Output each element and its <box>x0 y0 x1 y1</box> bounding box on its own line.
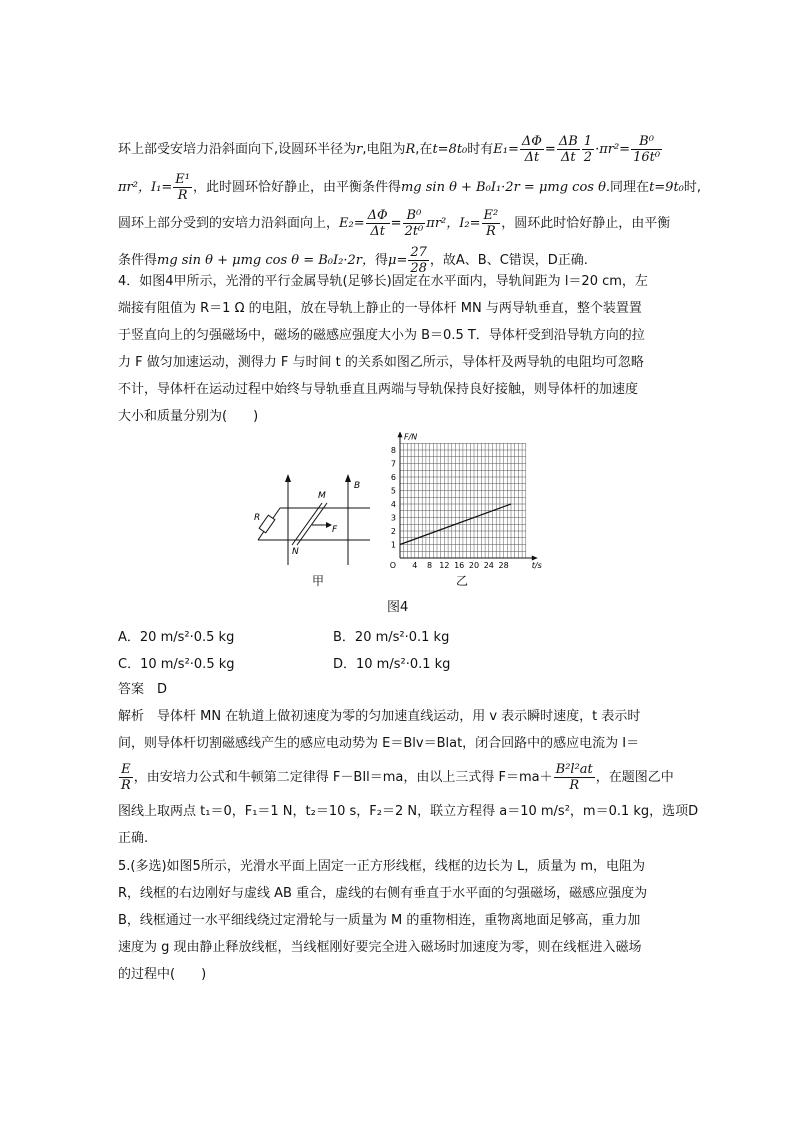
option-b[interactable]: B．20 m/s²·0.1 kg <box>333 630 450 645</box>
y-tick-label: 8 <box>390 446 396 455</box>
q3-l4-c: ，故A、B、C错误，D正确. <box>429 253 588 268</box>
frac-den: R <box>485 224 496 239</box>
q3-l1-R: R <box>405 142 416 157</box>
rod-mn-b <box>297 503 327 545</box>
q3-l3-E2: E₂= <box>339 216 365 231</box>
frac-den: 28 <box>410 261 427 276</box>
q4-line-2: 端接有阻值为 R＝1 Ω 的电阻，放在导轨上静止的一导体杆 MN 与两导轨垂直，整个装置置 <box>118 301 642 316</box>
q3-l2-b: ，此时圆环恰好静止，由平衡条件得 <box>192 180 401 195</box>
label-F: F <box>332 525 338 535</box>
q4-line-5: 不计，导体杆在运动过程中始终与导轨垂直且两端与导轨保持良好接触，则导体杆的加速度 <box>118 382 639 397</box>
option-c[interactable]: C．10 m/s²·0.5 kg <box>118 657 235 672</box>
x-tick-label: 16 <box>454 561 465 570</box>
y-tick-label: 2 <box>390 527 396 536</box>
q3-l2-c: 同理在 <box>610 180 650 195</box>
q4-answer: 答案 D <box>118 682 168 697</box>
option-a[interactable]: A．20 m/s²·0.5 kg <box>118 630 235 645</box>
y-tick-label: 3 <box>390 513 396 523</box>
q3-l1-at: ,在 <box>415 142 433 157</box>
frac-den: 2 <box>583 150 593 165</box>
q4-line-1: 4．如图4甲所示，光滑的平行金属导轨(足够长)固定在水平面内，导轨间距为 l＝20 cm，左 <box>118 274 648 289</box>
frac-den: R <box>121 778 131 793</box>
frac-num: 27 <box>410 245 427 260</box>
q3-l1-frac-2 <box>557 134 580 165</box>
field-arrow-right <box>345 474 351 482</box>
q3-l1-frac-1 <box>520 134 544 165</box>
rail-diagram <box>250 470 380 570</box>
q4-line-6: 大小和质量分别为( ) <box>118 409 259 424</box>
q3-l2-t: t=9t₀ <box>649 180 684 195</box>
q4-analysis-5: 正确. <box>118 831 149 846</box>
y-tick-label: 1 <box>390 540 396 550</box>
y-tick-label: 7 <box>390 459 396 469</box>
frac-num: ΔΦ <box>521 134 542 149</box>
frac-num: E² <box>483 208 499 223</box>
origin-label: O <box>389 561 396 570</box>
y-tick-label: 6 <box>390 473 396 482</box>
frac-den: Δt <box>560 150 576 165</box>
q3-l2-frac <box>173 172 192 203</box>
label-R: R <box>254 513 261 523</box>
q3-l1-frac-4 <box>631 134 662 165</box>
x-tick-label: 24 <box>483 561 494 570</box>
q4-analysis-3 <box>118 762 674 793</box>
q4-line-3: 于竖直向上的匀强磁场中，磁场的磁感应强度大小为 B＝0.5 T．导体杆受到沿导轨方向的拉 <box>118 328 645 343</box>
frac-num: ΔB <box>558 134 578 149</box>
analysis-l3-b: ，在题图乙中 <box>595 770 674 785</box>
resistor <box>259 515 275 533</box>
analysis-frac-2 <box>554 762 595 793</box>
q3-line-3 <box>118 208 670 239</box>
q4-line-4: 力 F 做匀加速运动，测得力 F 与时间 t 的关系如图乙所示，导体杆及两导轨的电阻均可忽略 <box>118 355 644 370</box>
q3-l1-mid: ,电阻为 <box>362 142 406 157</box>
q3-l3-frac-2 <box>403 208 426 239</box>
q3-l3-b: ，圆环此时恰好静止，由平衡 <box>501 216 671 231</box>
frac-den: 2t⁰ <box>404 224 424 239</box>
q3-l4-mu: μ= <box>388 253 408 268</box>
q3-l1-t: t=8t₀ <box>432 142 468 157</box>
x-axis-label: t/s <box>531 561 542 570</box>
label-M: M <box>318 491 326 501</box>
x-tick-label: 28 <box>498 561 509 570</box>
q3-l1-frac-3 <box>582 134 594 165</box>
ft-chart <box>380 432 545 574</box>
q3-l1-has: 时有 <box>467 142 494 157</box>
analysis-frac-1 <box>119 762 133 793</box>
frac-num: B⁰ <box>403 208 426 224</box>
q3-l4-a: 条件得 <box>118 253 158 268</box>
option-d[interactable]: D．10 m/s²·0.1 kg <box>333 657 451 672</box>
q3-l1-r: r <box>356 142 363 157</box>
q3-l2-I1: I₁= <box>150 180 173 195</box>
q3-l1-text: 环上部受安培力沿斜面向下,设圆环半径为 <box>118 142 357 157</box>
y-axis-label: F/N <box>404 432 418 442</box>
q5-line-3: B，线框通过一水平细线绕过定滑轮与一质量为 M 的重物相连，重物离地面足够高，重力加 <box>118 913 641 928</box>
frac-den: R <box>569 778 580 793</box>
q5-line-4: 速度为 g 现由静止释放线框，当线框刚好要完全进入磁场时加速度为零，则在线框进入磁场 <box>118 940 642 955</box>
x-tick-label: 12 <box>439 561 450 570</box>
q3-l3-a: 圆环上部分受到的安培力沿斜面向上， <box>118 216 340 231</box>
q4-analysis-4: 图线上取两点 t₁＝0，F₁＝1 N，t₂＝10 s，F₂＝2 N，联立方程得 a＝10 m/s²，m＝0.1 kg，选项D <box>118 804 699 819</box>
q5-line-2: R，线框的右边刚好与虚线 AB 重合，虚线的右侧有垂直于水平面的匀强磁场，磁感应强度为 <box>118 886 648 901</box>
q5-line-1: 5.(多选)如图5所示，光滑水平面上固定一正方形线框，线框的边长为 L，质量为 m，电阻为 <box>118 859 645 874</box>
q3-l3-frac-3 <box>482 208 501 239</box>
frac-num: 1 <box>583 134 593 149</box>
q3-l2-d: 时, <box>683 180 702 195</box>
field-arrow-left <box>285 474 291 482</box>
analysis-l3-a: ，由安培力公式和牛顿第二定律得 F－BIl＝ma，由以上三式得 F＝ma＋ <box>133 770 553 785</box>
q5-line-5: 的过程中( ) <box>118 967 207 982</box>
q3-l3-I2: I₂= <box>459 216 481 231</box>
q3-l1-pir: ·πr²= <box>595 142 631 157</box>
frac-num: B²l²at <box>555 762 593 777</box>
label-B: B <box>354 481 361 491</box>
label-yi: 乙 <box>456 574 469 588</box>
frac-den: Δt <box>370 224 385 239</box>
q3-l3-frac-1 <box>366 208 390 239</box>
q3-line-1: 环上部受安培力沿斜面向下,设圆环半径为r,电阻为R,在t=8t₀时有E₁= $\frac{\Delta\Phi}{\Delta t}$ = $\frac{\Delta B}{\Delta t}$ $\frac{1}{2}$ ·πr²= $\frac{\text{B⁰}}{\text{16t⁰}}$ <box>118 134 661 165</box>
frac-den: Δt <box>524 150 540 165</box>
y-tick-label: 5 <box>390 486 396 496</box>
q3-l3-pir: πr²， <box>426 216 460 231</box>
rod-mn-a <box>292 503 322 545</box>
frac-den: R <box>177 188 188 203</box>
q3-l2-eq: mg sin θ + B₀I₁·2r = μmg cos θ. <box>400 180 611 195</box>
x-tick-label: 8 <box>427 561 433 570</box>
y-tick-label: 4 <box>390 500 396 509</box>
frac-num: B⁰ <box>631 134 662 150</box>
frac-num: E¹ <box>175 172 190 187</box>
x-tick-label: 20 <box>468 561 480 570</box>
q3-l2-a: πr²， <box>118 180 151 195</box>
figure-caption: 图4 <box>387 600 409 615</box>
frac-num: ΔΦ <box>367 208 388 223</box>
q3-l3-eq: = <box>390 216 402 231</box>
x-axis-arrow <box>532 556 538 561</box>
frac-num: E <box>119 762 133 778</box>
q3-l4-eq: mg sin θ + μmg cos θ = B₀I₂·2r， <box>157 253 375 268</box>
label-N: N <box>292 547 299 557</box>
q3-l1-E1: E₁= <box>493 142 519 157</box>
q3-l4-b: 得 <box>374 253 388 268</box>
y-axis-arrow <box>398 432 403 437</box>
q4-analysis-1: 解析 导体杆 MN 在轨道上做初速度为零的匀加速直线运动，用 v 表示瞬时速度，t 表示时 <box>118 709 641 724</box>
q4-analysis-2: 间，则导体杆切割磁感线产生的感应电动势为 E＝Blv＝Blat，闭合回路中的感应电流为 I＝ <box>118 736 640 751</box>
x-tick-label: 4 <box>412 561 418 570</box>
q3-line-2 <box>118 172 701 203</box>
frac-den: 16t⁰ <box>633 150 661 165</box>
label-jia: 甲 <box>312 574 325 588</box>
